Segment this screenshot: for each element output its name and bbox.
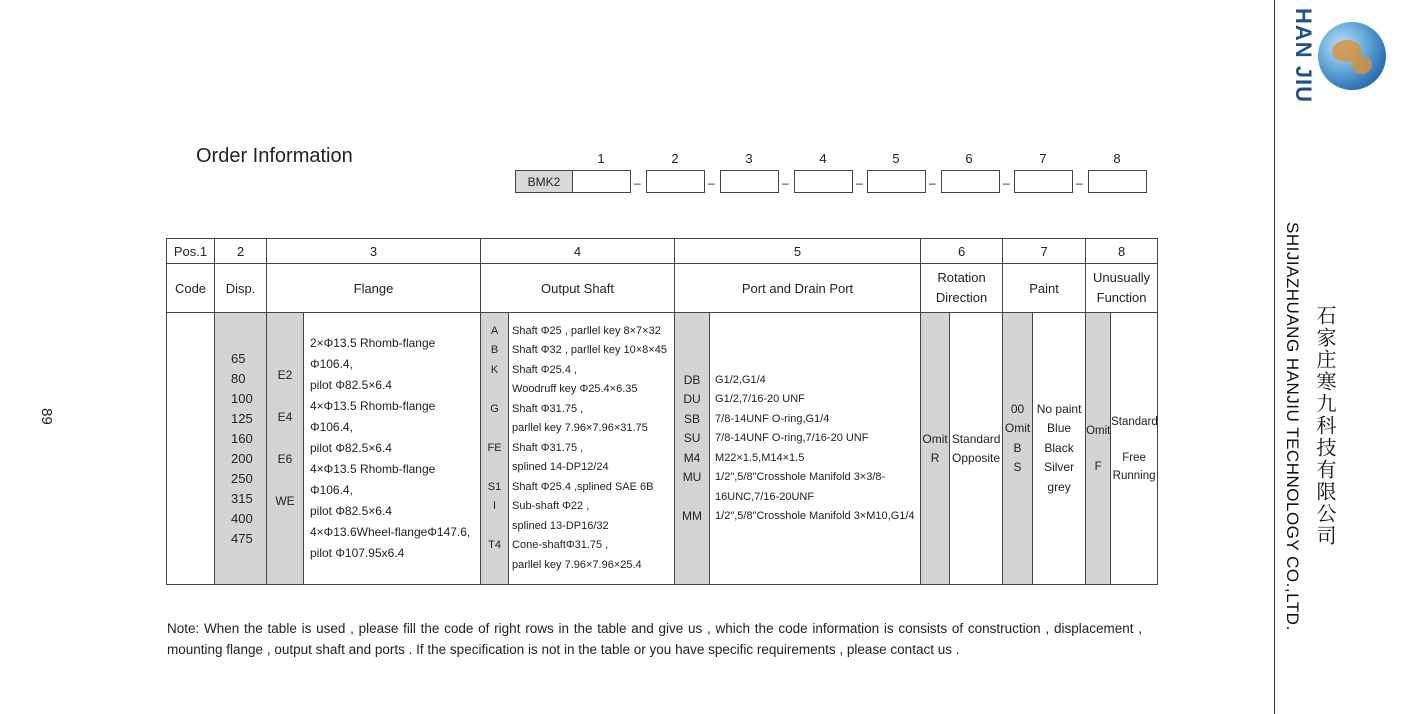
flange-code-spacer — [267, 386, 303, 407]
shaft-code — [481, 458, 508, 478]
shaft-code: S1 — [487, 480, 502, 493]
paint-code: B — [1013, 440, 1022, 455]
header-cell: Unusually Function — [1086, 264, 1158, 313]
disp-value: 100 — [231, 390, 253, 406]
paint-code: S — [1013, 460, 1022, 474]
flange-code-cell — [267, 313, 304, 585]
header-cell: Output Shaft — [481, 264, 675, 313]
func-code: F — [1094, 460, 1102, 473]
func-desc: Running — [1112, 469, 1156, 482]
order-table — [166, 238, 1158, 585]
port-code: DU — [683, 392, 701, 406]
header-cell: Paint — [1003, 264, 1086, 313]
rotation-code-cell — [921, 313, 950, 585]
paint-desc: No paint — [1036, 401, 1082, 416]
disp-value: 400 — [231, 510, 253, 526]
page-title: Order Information — [196, 145, 353, 167]
port-desc: G1/2,7/16-20 UNF — [715, 393, 805, 405]
flange-desc: pilot Φ82.5×6.4 — [310, 378, 392, 392]
shaft-desc: Shaft Φ32 , parllel key 10×8×45 — [512, 344, 667, 357]
shaft-desc: Woodruff key Φ25.4×6.35 — [512, 383, 638, 396]
port-code: M4 — [683, 450, 701, 465]
flange-code: E2 — [277, 367, 293, 382]
header-cell: 2 — [215, 239, 267, 264]
code-box-8[interactable] — [1088, 170, 1147, 193]
code-box-1[interactable] — [572, 170, 631, 193]
shaft-code: T4 — [488, 539, 501, 552]
port-desc: M22×1.5,M14×1.5 — [715, 451, 805, 464]
header-cell: Rotation Direction — [921, 264, 1003, 313]
flange-desc: 4×Φ13.5 Rhomb-flange Φ106.4, — [310, 462, 436, 497]
code-box-7[interactable] — [1014, 170, 1073, 193]
company-name-cn: 石家庄寒九科技有限公司 — [1313, 305, 1335, 547]
disp-value: 250 — [231, 470, 253, 486]
flange-desc: pilot Φ107.95x6.4 — [310, 546, 405, 560]
paint-desc: Black — [1044, 440, 1074, 455]
port-desc: 1/2",5/8"Crosshole Manifold 3×3/8- — [715, 471, 886, 483]
port-code-cell — [675, 313, 710, 585]
rotation-desc-cell — [950, 313, 1003, 585]
port-desc: 7/8-14UNF O-ring,G1/4 — [715, 412, 830, 425]
port-desc: 16UNC,7/16-20UNF — [715, 490, 815, 503]
page-number: 89 — [37, 408, 55, 425]
header-cell: 7 — [1003, 239, 1086, 264]
port-desc: 1/2",5/8"Crosshole Manifold 3×M10,G1/4 — [715, 510, 915, 522]
pos-label: 1 — [597, 151, 605, 166]
shaft-desc: Shaft Φ31.75 , — [512, 441, 584, 454]
disp-value: 65 — [231, 350, 246, 366]
header-cell: 3 — [267, 239, 481, 264]
shaft-code: B — [490, 344, 499, 357]
port-code: SU — [683, 431, 701, 445]
port-code: DB — [683, 372, 701, 387]
port-code: MM — [682, 509, 703, 523]
flange-desc: 2×Φ13.5 Rhomb-flange Φ106.4, — [310, 336, 436, 371]
shaft-code — [481, 419, 508, 439]
port-code — [675, 488, 709, 508]
pos-label: 6 — [965, 151, 973, 166]
disp-value: 200 — [231, 450, 253, 466]
header-cell: Code — [167, 264, 215, 313]
port-desc-cell — [710, 313, 921, 585]
flange-code-spacer — [267, 470, 303, 491]
shaft-desc: Cone-shaftΦ31.75 , — [512, 539, 609, 552]
disp-cell — [215, 313, 267, 585]
shaft-code: K — [490, 363, 499, 376]
code-cell — [167, 313, 215, 585]
right-divider-line — [1274, 0, 1275, 714]
rotation-code: R — [930, 450, 940, 465]
shaft-code: FE — [487, 441, 502, 454]
shaft-desc: parllel key 7.96×7.96×31.75 — [512, 422, 648, 435]
note-text: Note: When the table is used , please fill the code of right rows in the table and give us , which the code information is consists of construction , displacement , mounting flange , output shaft and ports . If the specification is not in the table or you have specific requirements , please contact us . — [167, 621, 1142, 657]
header-cell: Disp. — [215, 264, 267, 313]
shaft-code — [481, 556, 508, 576]
disp-value: 80 — [231, 370, 246, 386]
flange-code: WE — [275, 493, 295, 508]
table-row — [167, 313, 1158, 585]
code-prefix-box: BMK2 — [515, 170, 573, 193]
port-desc: 7/8-14UNF O-ring,7/16-20 UNF — [715, 432, 869, 444]
paint-desc: grey — [1047, 479, 1071, 494]
port-code: SB — [684, 411, 701, 426]
rotation-code: Omit — [922, 431, 948, 446]
shaft-code: G — [490, 402, 499, 415]
paint-code-cell — [1003, 313, 1033, 585]
paint-code: Omit — [1004, 421, 1031, 435]
flange-desc: 4×Φ13.5 Rhomb-flange Φ106.4, — [310, 399, 436, 434]
header-cell: 4 — [481, 239, 675, 264]
brand-logo-icon — [1318, 22, 1386, 90]
paint-desc: Silver — [1044, 460, 1075, 475]
func-desc-cell — [1111, 313, 1158, 585]
flange-code-spacer — [267, 428, 303, 449]
shaft-code-cell — [481, 313, 509, 585]
disp-value: 475 — [231, 530, 253, 546]
shaft-desc: splined 13-DP16/32 — [512, 519, 609, 532]
func-code-spacer — [1086, 440, 1110, 458]
func-desc: Free — [1122, 451, 1146, 464]
paint-code: 00 — [1010, 401, 1025, 416]
pos-label: 3 — [745, 151, 753, 166]
header-cell: 6 — [921, 239, 1003, 264]
func-code: Omit — [1086, 424, 1111, 437]
code-box-5[interactable] — [867, 170, 926, 193]
port-code: MU — [682, 470, 702, 484]
code-box-4[interactable] — [794, 170, 853, 193]
disp-value: 160 — [231, 430, 253, 446]
table-row — [167, 239, 1158, 264]
shaft-code — [481, 380, 508, 400]
port-desc: G1/2,G1/4 — [715, 373, 766, 386]
flange-desc: pilot Φ82.5×6.4 — [310, 441, 392, 455]
rotation-desc: Opposite — [952, 450, 1001, 465]
code-box-3[interactable] — [720, 170, 779, 193]
code-box-6[interactable] — [941, 170, 1000, 193]
rotation-desc: Standard — [951, 431, 1001, 446]
func-code-cell — [1086, 313, 1111, 585]
pos-label: 2 — [671, 151, 679, 166]
pos-label: 5 — [892, 151, 900, 166]
header-cell: Flange — [267, 264, 481, 313]
pos-label: 7 — [1039, 151, 1047, 166]
flange-code-spacer — [267, 512, 303, 533]
func-desc: Standard — [1111, 415, 1158, 428]
shaft-desc: Shaft Φ25 , parllel key 8×7×32 — [512, 324, 661, 337]
flange-code: E4 — [277, 409, 293, 424]
flange-code: E6 — [277, 451, 293, 466]
paint-desc: Blue — [1047, 421, 1072, 436]
header-cell: 8 — [1086, 239, 1158, 264]
paint-desc-cell — [1033, 313, 1086, 585]
company-name-en: SHIJIAZHUANG HANJIU TECHNOLOGY CO.,LTD. — [1283, 222, 1302, 631]
code-box-2[interactable] — [646, 170, 705, 193]
flange-desc-cell — [304, 313, 481, 585]
pos-label: 8 — [1113, 151, 1121, 166]
disp-value: 315 — [231, 490, 253, 506]
header-cell: 5 — [675, 239, 921, 264]
shaft-desc: parllel key 7.96×7.96×25.4 — [512, 558, 642, 571]
pos-label: 4 — [819, 151, 827, 166]
shaft-desc: Sub-shaft Φ22 , — [512, 500, 590, 513]
flange-desc: pilot Φ82.5×6.4 — [310, 504, 392, 518]
header-cell: Pos.1 — [167, 239, 215, 264]
shaft-desc: Shaft Φ25.4 ,splined SAE 6B — [512, 480, 654, 493]
shaft-desc: splined 14-DP12/24 — [512, 461, 609, 474]
shaft-desc: Shaft Φ31.75 , — [512, 402, 584, 415]
func-desc-spacer — [1111, 431, 1157, 449]
shaft-code: I — [492, 500, 497, 513]
brand-name: HAN JIU — [1291, 8, 1316, 104]
table-row — [167, 264, 1158, 313]
shaft-code: A — [490, 324, 499, 337]
disp-value: 125 — [231, 410, 253, 426]
shaft-desc: Shaft Φ25.4 , — [512, 363, 578, 376]
shaft-desc-cell — [509, 313, 675, 585]
header-cell: Port and Drain Port — [675, 264, 921, 313]
flange-desc: 4×Φ13.6Wheel-flangeΦ147.6, — [310, 525, 471, 539]
shaft-code — [481, 517, 508, 537]
